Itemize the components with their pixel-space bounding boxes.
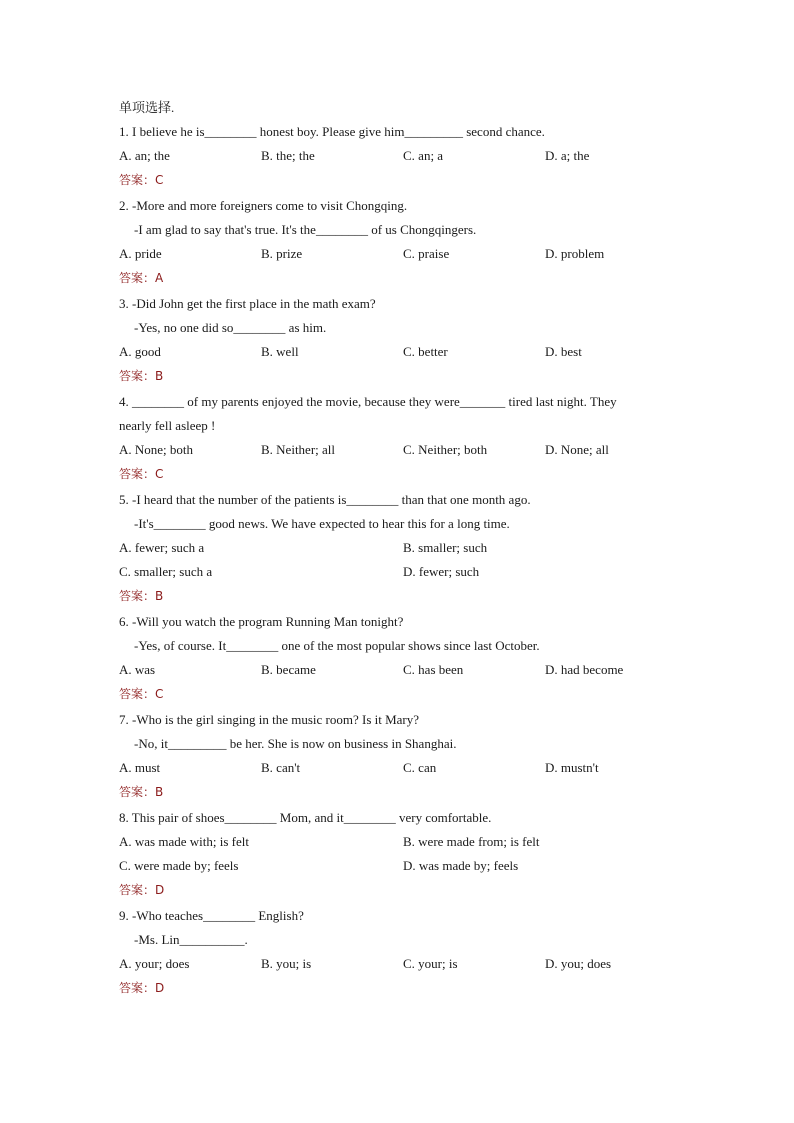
question-continuation: -I am glad to say that's true. It's the________ of us Chongqingers. [134,222,477,237]
question-stem: 3. -Did John get the first place in the math exam? [119,296,376,311]
option-c: C. can [403,760,437,775]
option-row [119,536,679,560]
answer-value: D [155,883,165,897]
question-5 [119,488,679,610]
question-6 [119,610,679,708]
answer-value: B [155,785,164,799]
option-row [119,438,679,462]
question-stem: 4. ________ of my parents enjoyed the movie, because they were_______ tired last night. They [119,394,617,409]
question-stem: 5. -I heard that the number of the patients is________ than that one month ago. [119,492,531,507]
question-continuation: -Yes, of course. It________ one of the most popular shows since last October. [134,638,540,653]
option-row [119,854,679,878]
answer-value: D [155,981,165,995]
option-d: D. best [545,344,582,359]
question-continuation: -Ms. Lin__________. [134,932,248,947]
question-continuation: -No, it_________ be her. She is now on business in Shanghai. [134,736,457,751]
answer-line [119,878,679,903]
question-3 [119,292,679,390]
question-stem: 8. This pair of shoes________ Mom, and it________ very comfortable. [119,810,492,825]
option-row [119,952,679,976]
answer-line [119,266,679,291]
answer-value: C [155,687,164,701]
option-a: A. was made with; is felt [119,834,249,849]
option-a: A. must [119,760,161,775]
option-c: C. smaller; such a [119,564,213,579]
option-c: C. your; is [403,956,458,971]
answer-label: 答案： [119,467,156,481]
option-d: D. fewer; such [403,564,480,579]
option-row [119,242,679,266]
answer-label: 答案： [119,687,156,701]
question-8 [119,806,679,904]
section-heading: 单项选择. [119,100,175,115]
question-stem: 1. I believe he is________ honest boy. Please give him_________ second chance. [119,124,545,139]
answer-line [119,364,679,389]
question-continuation: nearly fell asleep ! [119,418,216,433]
option-b: B. well [261,344,299,359]
answer-value: B [155,369,164,383]
question-stem: 2. -More and more foreigners come to visit Chongqing. [119,198,408,213]
answer-line [119,780,679,805]
option-b: B. prize [261,246,303,261]
option-c: C. Neither; both [403,442,488,457]
option-a: A. an; the [119,148,170,163]
option-a: A. your; does [119,956,190,971]
option-c: C. has been [403,662,464,677]
option-b: B. you; is [261,956,312,971]
question-1 [119,120,679,194]
answer-label: 答案： [119,173,156,187]
option-row [119,560,679,584]
answer-value: C [155,173,164,187]
option-b: B. became [261,662,316,677]
option-a: A. None; both [119,442,194,457]
answer-label: 答案： [119,589,156,603]
question-list [119,120,679,1002]
answer-label: 答案： [119,369,156,383]
option-a: A. was [119,662,156,677]
option-row [119,144,679,168]
option-d: D. was made by; feels [403,858,519,873]
answer-line [119,584,679,609]
answer-value: B [155,589,164,603]
question-stem: 7. -Who is the girl singing in the music room? Is it Mary? [119,712,420,727]
answer-line [119,462,679,487]
answer-value: C [155,467,164,481]
answer-line [119,168,679,193]
question-7 [119,708,679,806]
option-a: A. pride [119,246,162,261]
option-d: D. problem [545,246,605,261]
question-9 [119,904,679,1002]
answer-label: 答案： [119,271,156,285]
option-a: A. good [119,344,161,359]
option-b: B. Neither; all [261,442,336,457]
option-b: B. can't [261,760,301,775]
option-b: B. were made from; is felt [403,834,540,849]
answer-value: A [155,271,164,285]
option-c: C. praise [403,246,450,261]
worksheet [119,96,679,1002]
option-d: D. mustn't [545,760,599,775]
question-stem: 6. -Will you watch the program Running Man tonight? [119,614,404,629]
option-c: C. were made by; feels [119,858,239,873]
option-b: B. smaller; such [403,540,488,555]
option-d: D. had become [545,662,624,677]
option-d: D. you; does [545,956,612,971]
answer-line [119,976,679,1001]
question-stem: 9. -Who teaches________ English? [119,908,304,923]
question-4 [119,390,679,488]
option-a: A. fewer; such a [119,540,205,555]
option-d: D. a; the [545,148,590,163]
question-continuation: -It's________ good news. We have expected to hear this for a long time. [134,516,510,531]
option-c: C. an; a [403,148,444,163]
option-row [119,340,679,364]
answer-label: 答案： [119,785,156,799]
option-d: D. None; all [545,442,609,457]
question-2 [119,194,679,292]
option-row [119,756,679,780]
option-row [119,830,679,854]
option-c: C. better [403,344,448,359]
answer-label: 答案： [119,981,156,995]
question-continuation: -Yes, no one did so________ as him. [134,320,327,335]
answer-label: 答案： [119,883,156,897]
option-row [119,658,679,682]
option-b: B. the; the [261,148,315,163]
answer-line [119,682,679,707]
